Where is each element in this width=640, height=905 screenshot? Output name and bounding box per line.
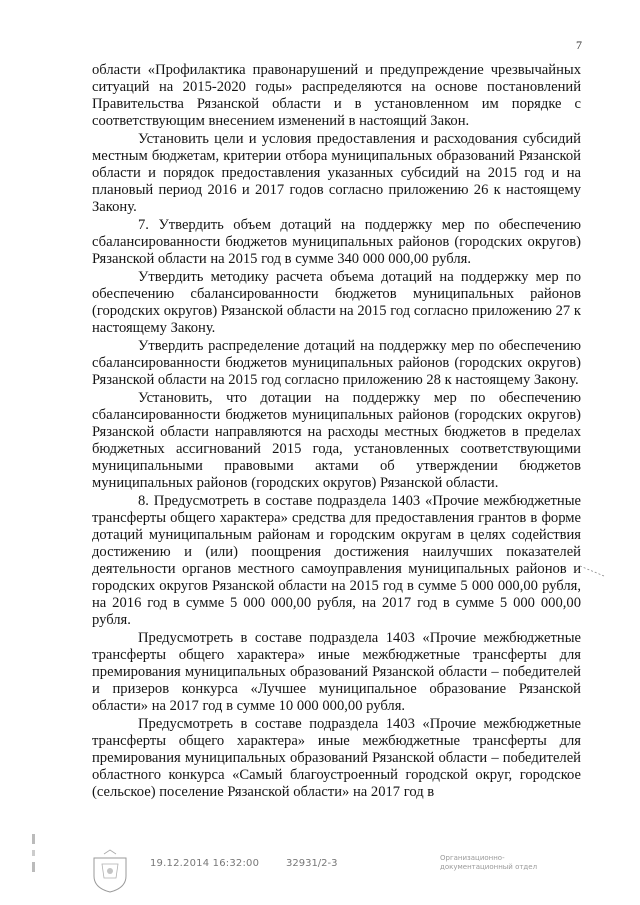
paragraph: Установить, что дотации на поддержку мер по обеспечению сбалансированности бюджетов муниципальных районов (городских округов) Рязанской области направляются на расходы местных бюджетов в пределах бюджетных ассигнований 2015 года, установленных соответствующими муниципальными правовыми актами об утверждении бюджетов муниципальных районов (городских округов) Рязанской области. xyxy=(92,390,581,491)
paragraph: Установить цели и условия предоставления и расходования субсидий местным бюджетам, критерии отбора муниципальных образований Рязанской области и порядок предоставления указанных субсидий на 2015 год и на плановый период 2016 и 2017 годов согласно приложению 26 к настоящему Закону. xyxy=(92,131,581,215)
paragraph: Предусмотреть в составе подраздела 1403 «Прочие межбюджетные трансферты общего характера» иные межбюджетные трансферты для премирования муниципальных образований Рязанской области – победителей и призеров конкурса «Лучшее муниципальное образование Рязанской области» на 2017 год в сумме 10 000 000,00 рубля. xyxy=(92,630,581,714)
stamp-line: документационный отдел xyxy=(440,863,538,871)
page-number: 7 xyxy=(576,38,582,52)
footer-timestamp: 19.12.2014 16:32:00 xyxy=(150,858,260,869)
paragraph: Предусмотреть в составе подраздела 1403 «Прочие межбюджетные трансферты общего характера» иные межбюджетные трансферты для премирования муниципальных образований Рязанской области – победителей областного конкурса «Самый благоустроенный городской округ, городское (сельское) поселение Рязанской области» на 2017 год в xyxy=(92,716,581,800)
stamp-line: Организационно- xyxy=(440,854,505,862)
document-body xyxy=(92,62,581,801)
paragraph: области «Профилактика правонарушений и предупреждение чрезвычайных ситуаций на 2015-2020 годы» распределяются на основе постановлений Правительства Рязанской области и в установленном им порядке с соответствующим внесением изменений в настоящий Закон. xyxy=(92,62,581,129)
department-stamp xyxy=(440,854,560,872)
paragraph: 7. Утвердить объем дотаций на поддержку мер по обеспечению сбалансированности бюджетов муниципальных районов (городских округов) Рязанской области на 2015 год в сумме 340 000 000,00 рубля. xyxy=(92,217,581,267)
pen-mark-icon xyxy=(578,560,608,580)
paragraph: 8. Предусмотреть в составе подраздела 1403 «Прочие межбюджетные трансферты общего характера» средства для предоставления грантов в форме дотаций муниципальным районам и городским округам в целях содействия достижению и (или) поощрения достижения наилучших показателей деятельности органов местного самоуправления муниципальных районов и городских округов Рязанской области на 2015 год в сумме 5 000 000,00 рубля, на 2016 год в сумме 5 000 000,00 рубля, на 2017 год в сумме 5 000 000,00 рубля. xyxy=(92,493,581,628)
footer xyxy=(0,855,640,895)
paragraph: Утвердить методику расчета объема дотаций на поддержку мер по обеспечению сбалансированности бюджетов муниципальных районов (городских округов) Рязанской области на 2015 год согласно приложению 27 к настоящему Закону. xyxy=(92,269,581,336)
paragraph: Утвердить распределение дотаций на поддержку мер по обеспечению сбалансированности бюджетов муниципальных районов (городских округов) Рязанской области на 2015 год согласно приложению 28 к настоящему Закону. xyxy=(92,338,581,388)
footer-doc-id: 32931/2-3 xyxy=(286,858,338,869)
